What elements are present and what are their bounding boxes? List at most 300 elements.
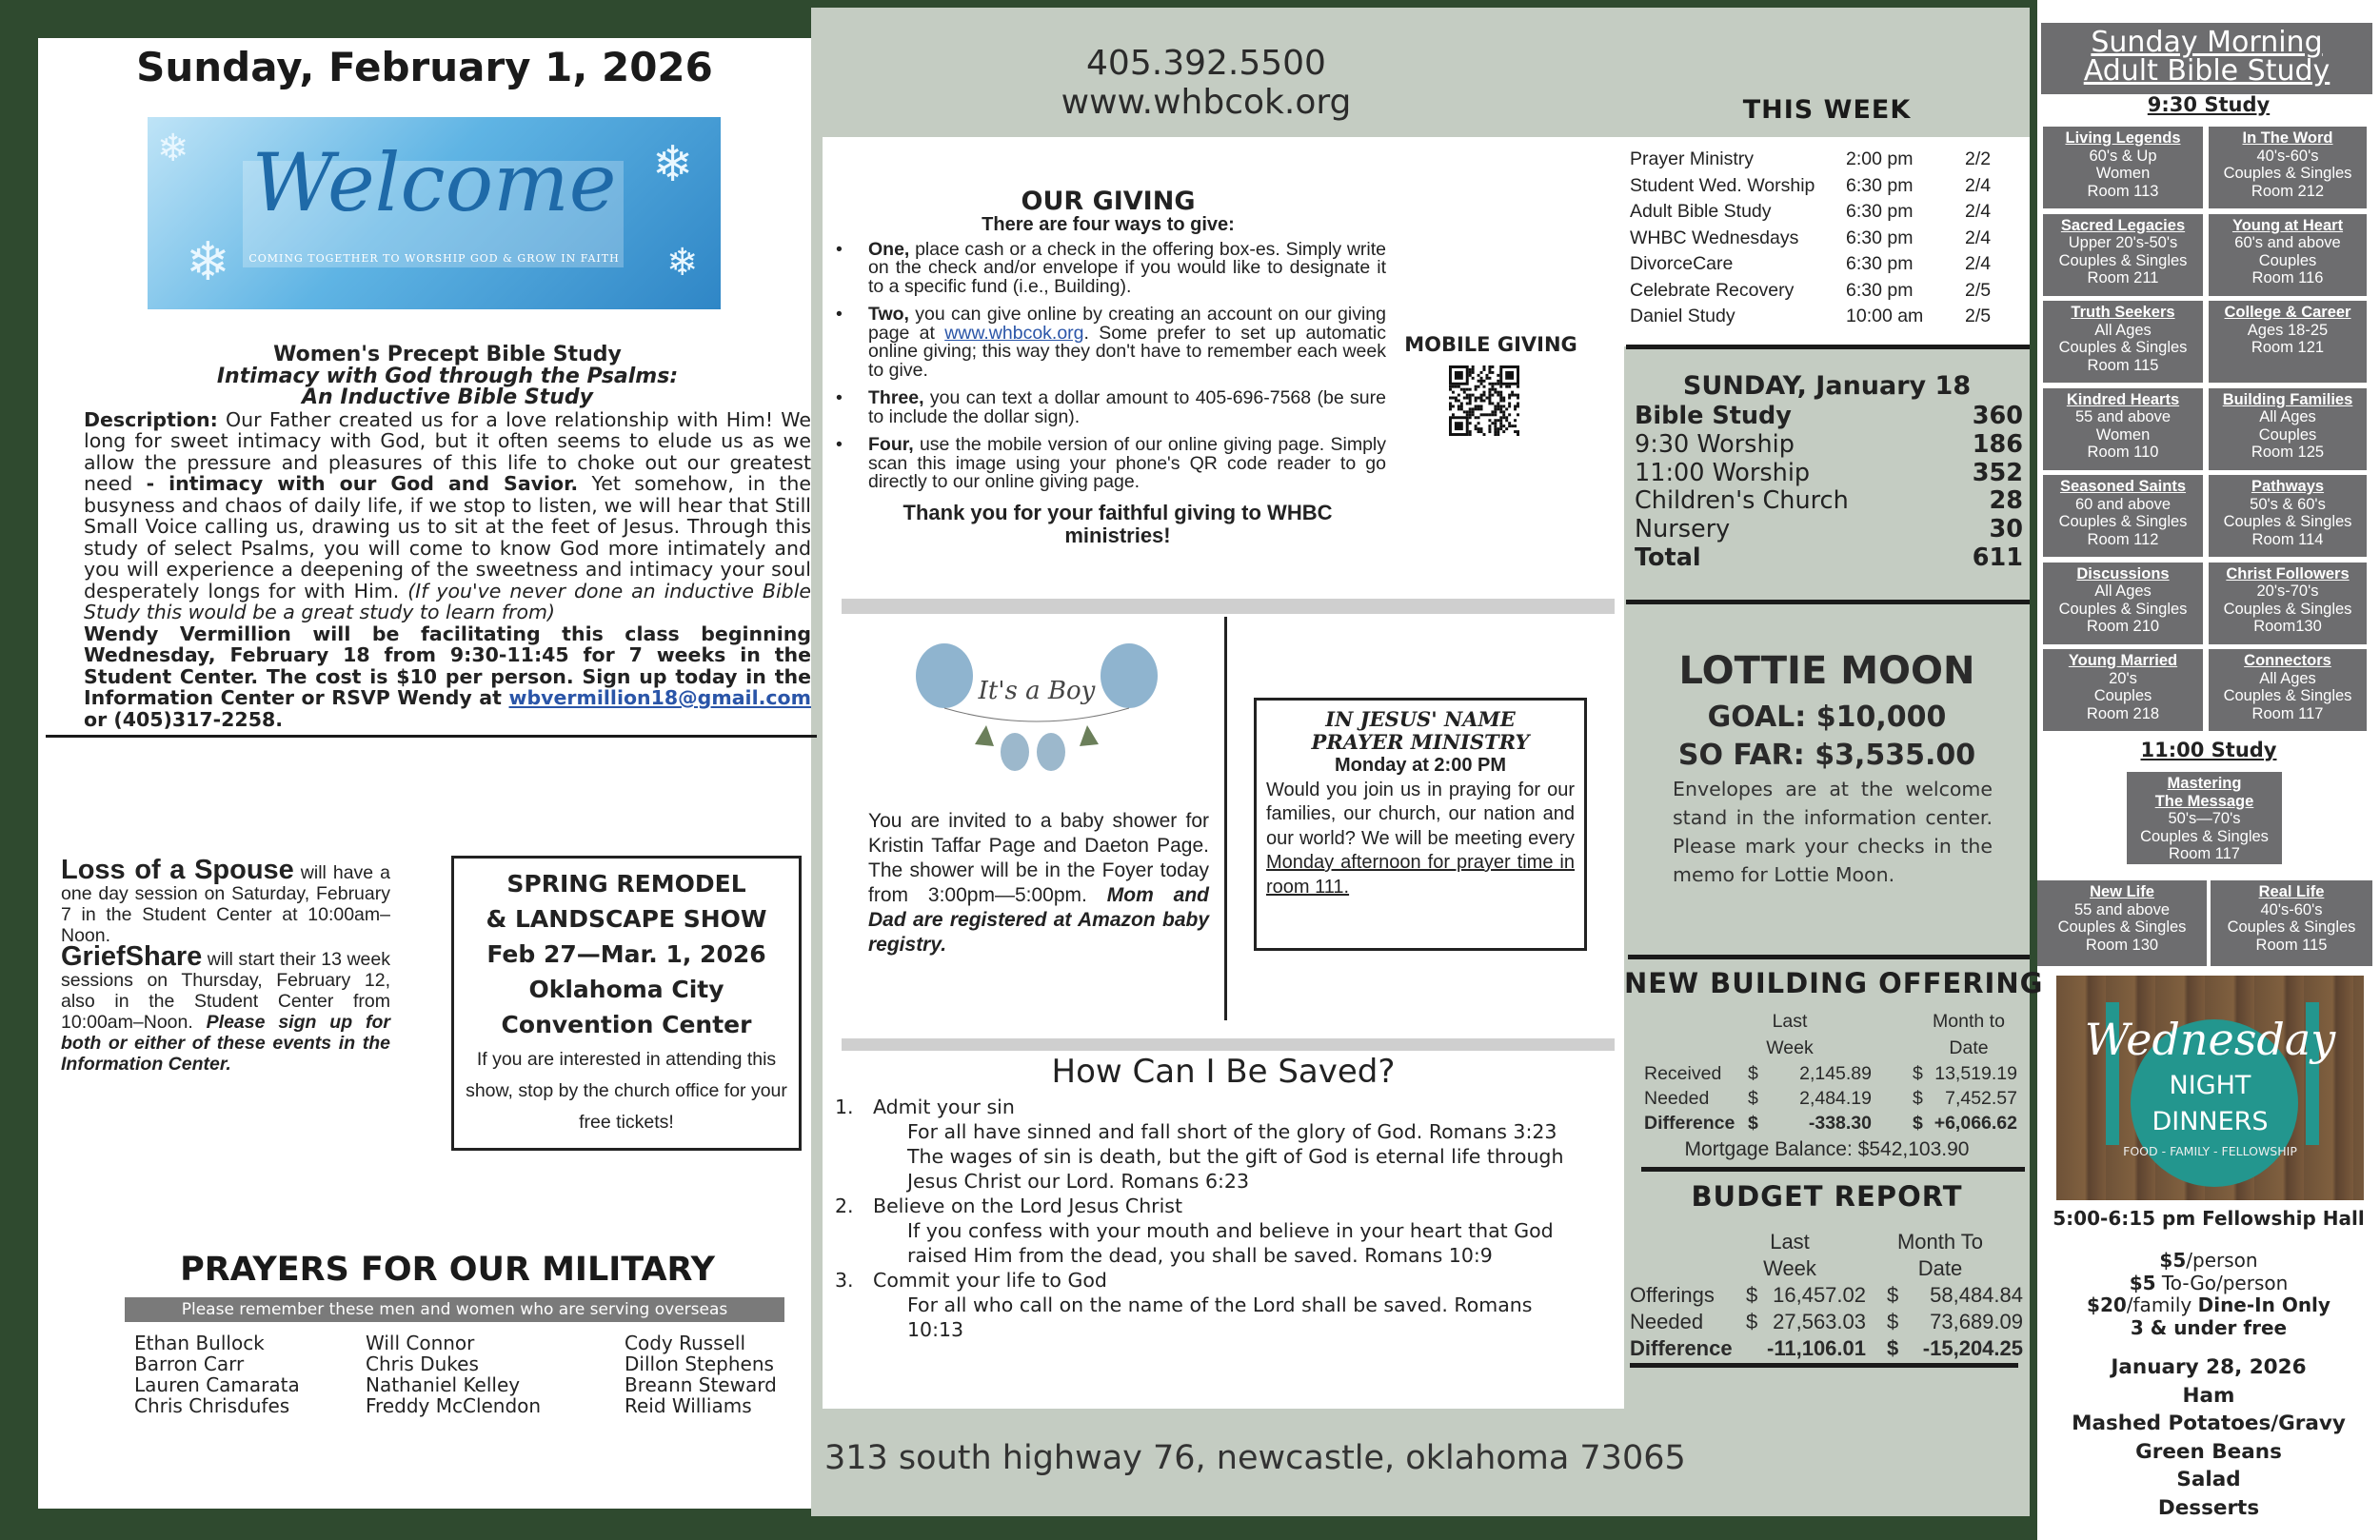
class-detail: Room 218: [2086, 704, 2160, 722]
class-name: Building Families: [2222, 390, 2353, 408]
event-date: 2/4: [1965, 227, 1992, 248]
class-detail: Couples & Singles: [2227, 918, 2356, 936]
currency-sign: $: [1887, 1336, 1899, 1360]
service-member-name: Chris Dukes: [366, 1352, 479, 1375]
salvation-step: [835, 1268, 1597, 1293]
month-to-date-value: 73,689.09: [1930, 1310, 2023, 1333]
snowflake-icon: ❄: [186, 231, 230, 293]
attendance-count: 186: [1972, 429, 2023, 459]
details-text: Wendy Vermillion will be facilitating this class beginning Wednesday, February 18 from 9:30-11:45 for 7 weeks in the Student Center. The cost is $10 per person. Sign up today in the Information Center or RSVP Wendy at: [84, 622, 811, 709]
class-name: Real Life: [2258, 883, 2325, 900]
class-detail: Room 112: [2087, 530, 2159, 548]
description-text: Yet somehow, in the busyness and chaos of daily life, if we stop to listen, we will hear that Still Small Voice calling us, drawing us to sit at the feet of Jesus. Through this study of select Psalms, you will come to know God more intimately and you will experience a deepening of the sweetness and intimacy your soul desperately longs for with Him.: [84, 472, 811, 602]
price-unit: To-Go/person: [2155, 1271, 2289, 1294]
divider: [46, 735, 817, 738]
last-week-value: 16,457.02: [1773, 1283, 1866, 1307]
menu-item: Salad: [2176, 1468, 2241, 1492]
class-detail: Upper 20's-50's: [2068, 234, 2178, 251]
class-detail: Ages 18-25: [2247, 321, 2329, 339]
wednesday-night-dinners-image: [2056, 976, 2364, 1200]
class-detail: 55 and above: [2073, 900, 2170, 918]
event-row: [1630, 227, 2020, 253]
giving-subheading: There are four ways to give:: [982, 214, 1235, 235]
prayer-title: IN JESUS' NAME: [1325, 707, 1516, 731]
currency-sign: $: [1887, 1283, 1899, 1307]
column-header: Date: [1949, 1037, 1989, 1058]
class-name: Mastering: [2167, 775, 2242, 792]
womens-study-description: [84, 409, 811, 623]
attendance-row: [1635, 402, 2023, 430]
price-line: [2037, 1293, 2380, 1316]
price-note: Dine-In Only: [2197, 1293, 2330, 1316]
class-detail: All Ages: [2259, 408, 2316, 425]
class-name: The Message: [2154, 792, 2254, 810]
attendance-count: 28: [1989, 486, 2023, 516]
attendance-heading: SUNDAY, January 18: [1682, 371, 1972, 401]
price-amount: $20: [2087, 1293, 2127, 1316]
remodel-title: SPRING REMODEL: [506, 870, 746, 898]
event-date: 2/2: [1965, 148, 1992, 169]
giving-item-lead: One,: [868, 238, 910, 260]
month-to-date-value: 13,519.19: [1934, 1063, 2017, 1084]
class-detail: Room 115: [2255, 936, 2328, 954]
class-detail: All Ages: [2094, 582, 2152, 600]
scripture-verse: For all have sinned and fall short of the glory of God. Romans 3:23: [907, 1120, 1557, 1143]
month-to-date-value: 58,484.84: [1930, 1283, 2023, 1307]
column-header: Last: [1770, 1230, 1810, 1254]
class-name: Kindred Hearts: [2066, 390, 2180, 408]
header-line: Sunday Morning: [2091, 26, 2323, 59]
header-line: Adult Bible Study: [2083, 54, 2330, 88]
event-date: 2/5: [1965, 279, 1992, 301]
event-name: Prayer Ministry: [1630, 148, 1755, 169]
womens-study-details: [84, 623, 811, 731]
class-name: Christ Followers: [2226, 564, 2350, 582]
class-detail: Room 130: [2085, 936, 2159, 954]
service-member-name: Lauren Camarata: [134, 1373, 300, 1396]
class-detail: Women: [2095, 425, 2151, 444]
dinner-title: Wednesday: [2084, 1014, 2336, 1065]
prayer-body: Would you join us in praying for our families, our church, our nation and our world? We will be meeting every: [1266, 779, 1575, 849]
giving-item-lead: Two,: [868, 304, 909, 325]
bible-class-card[interactable]: [2043, 563, 2203, 644]
price-line: [2037, 1272, 2380, 1294]
class-name: Young at Heart: [2231, 216, 2344, 234]
attendance-label: 9:30 Worship: [1635, 429, 1795, 459]
scripture-verse: The wages of sin is death, but the gift of God is eternal life through Jesus Christ our Lord. Romans 6:23: [907, 1145, 1564, 1193]
service-member-name: Nathaniel Kelley: [366, 1373, 521, 1396]
divider: [1224, 617, 1227, 1020]
class-detail: 60's & Up: [2089, 147, 2157, 165]
bible-class-card[interactable]: [2037, 880, 2207, 966]
last-week-value: -11,106.01: [1767, 1336, 1866, 1360]
bootie-icon: [1001, 733, 1029, 771]
divider: [1641, 1167, 2025, 1172]
bible-class-card[interactable]: [2209, 388, 2367, 470]
class-detail: Couples: [2258, 251, 2317, 269]
snowflake-icon: ❄: [157, 127, 189, 170]
giving-thanks: Thank you for your faithful giving to WHBC ministries!: [902, 500, 1333, 547]
giving-item-text: place cash or a check in the offering box-es. Simply write on the check and/or envelope if you would like to designate it to a specific fund (i.e., Building).: [868, 238, 1386, 297]
church-website[interactable]: www.whbcok.org: [1061, 83, 1352, 122]
attendance-count: 360: [1972, 402, 2023, 430]
remodel-dates: Feb 27—Mar. 1, 2026: [486, 940, 766, 968]
womens-bible-study: [84, 345, 811, 730]
event-time: 10:00 am: [1846, 306, 1924, 326]
welcome-banner-image: [148, 117, 721, 309]
class-detail: Room 114: [2251, 530, 2324, 548]
class-detail: Room 115: [2087, 356, 2159, 374]
class-name: New Life: [2090, 883, 2154, 900]
month-to-date-value: -15,204.25: [1922, 1336, 2023, 1360]
church-phone: 405.392.5500: [1086, 44, 1326, 83]
snowflake-icon: ❄: [666, 241, 699, 285]
attendance-label: Total: [1635, 543, 1701, 572]
giving-item-text: . Some prefer to set up automatic online giving; this way they don't have to remember each week to give.: [868, 322, 1386, 381]
step-number: 2.: [835, 1194, 854, 1217]
bible-class-card[interactable]: [2209, 563, 2367, 644]
step-title: Admit your sin: [873, 1096, 1015, 1118]
class-detail: 40's-60's: [2256, 147, 2319, 165]
class-name: In The Word: [2242, 129, 2333, 147]
service-member-name: Ethan Bullock: [134, 1332, 265, 1354]
bible-class-card[interactable]: [2127, 772, 2282, 864]
remodel-body: If you are interested in attending this show, stop by the church office for your free tickets!: [466, 1049, 787, 1133]
class-detail: Couples & Singles: [2058, 251, 2188, 269]
class-detail: Couples & Singles: [2223, 513, 2352, 530]
giving-item-text: you can text a dollar amount to 405-696-7568 (be sure to include the dollar sign).: [868, 387, 1386, 427]
event-date: 2/4: [1965, 253, 1992, 274]
divider: [1626, 600, 2030, 604]
event-time: 6:30 pm: [1846, 253, 1914, 274]
event-name: Student Wed. Worship: [1630, 174, 1815, 196]
salvation-step: [835, 1095, 1597, 1119]
currency-sign: $: [1913, 1113, 1923, 1134]
remodel-city: Oklahoma City: [528, 976, 724, 1003]
menu-item: Desserts: [2157, 1496, 2260, 1520]
row-label: Difference: [1644, 1113, 1735, 1134]
class-detail: 60 and above: [2074, 495, 2171, 513]
bible-class-card[interactable]: [2209, 475, 2367, 557]
column-header: Last: [1772, 1011, 1808, 1032]
remodel-title: & LANDSCAPE SHOW: [486, 905, 767, 933]
our-giving-section: [830, 188, 1386, 547]
price-amount: 3 & under free: [2130, 1315, 2288, 1339]
bootie-icon: [1037, 733, 1065, 771]
description-text: Our Father created us for a love relationship with Him! We long for sweet intimacy with God, but it often seems to elude us as we allow the pressure and pleasures of this life to choke out our greatest need: [84, 407, 811, 495]
griefshare-note: Please sign up for both or either of these events in the Information Center.: [61, 1012, 390, 1075]
class-detail: Couples & Singles: [2223, 687, 2352, 704]
class-detail: Room 211: [2087, 269, 2159, 286]
attendance-row: [1635, 459, 2023, 487]
event-row: [1630, 148, 2020, 174]
currency-sign: $: [1746, 1283, 1758, 1307]
currency-sign: $: [1746, 1310, 1758, 1333]
giving-item: [830, 436, 1386, 492]
attendance-label: 11:00 Worship: [1635, 458, 1811, 487]
giving-heading: OUR GIVING: [1021, 187, 1196, 216]
event-name: Adult Bible Study: [1630, 201, 1772, 222]
class-detail: Room 212: [2251, 182, 2325, 200]
giving-item-lead: Three,: [868, 387, 924, 408]
column-header: Week: [1766, 1037, 1814, 1058]
lottie-instructions: Envelopes are at the welcome stand in the information center. Please mark your checks in the memo for Lottie Moon.: [1673, 778, 1993, 886]
attendance-label: Children's Church: [1635, 486, 1849, 516]
currency-sign: $: [1748, 1088, 1758, 1109]
mobile-giving-heading: MOBILE GIVING: [1404, 333, 1577, 356]
attendance-count: 611: [1972, 543, 2023, 572]
attendance-count: 352: [1972, 458, 2023, 487]
giving-item: [830, 389, 1386, 426]
class-detail: Couples: [2258, 425, 2317, 444]
bible-class-card[interactable]: [2043, 127, 2203, 208]
study-930-heading: 9:30 Study: [2147, 93, 2271, 116]
its-a-boy-banner: It's a Boy: [978, 677, 1096, 705]
row-label: Received: [1644, 1063, 1722, 1084]
service-member-name: Cody Russell: [625, 1332, 746, 1354]
giving-item-text: you can give online by creating an account on our giving page at: [868, 304, 1386, 344]
class-name: Pathways: [2251, 478, 2325, 495]
bible-class-card[interactable]: [2209, 214, 2367, 296]
military-subheading: Please remember these men and women who are serving overseas: [125, 1297, 784, 1322]
price-unit: /family: [2126, 1293, 2198, 1316]
currency-sign: $: [1913, 1088, 1923, 1109]
divider-bar: [842, 1038, 1615, 1051]
event-date: 2/4: [1965, 201, 1992, 222]
baby-shower-registry: Mom and Dad are registered at Amazon baby registry.: [868, 884, 1209, 956]
column-header: Month To: [1896, 1230, 1984, 1254]
lottie-so-far: SO FAR: $3,535.00: [1677, 739, 1976, 772]
row-label: Offerings: [1630, 1283, 1715, 1307]
bible-class-card[interactable]: [2043, 649, 2203, 731]
giving-item: [830, 238, 1386, 297]
spring-remodel-box: [451, 856, 802, 1151]
class-name: Connectors: [2244, 652, 2331, 669]
event-name: WHBC Wednesdays: [1630, 227, 1799, 248]
this-week-heading: THIS WEEK: [1742, 95, 1912, 125]
month-to-date-value: +6,066.62: [1934, 1113, 2017, 1134]
name-column: [625, 1333, 777, 1416]
class-detail: Room 110: [2087, 444, 2159, 461]
loss-of-spouse-title: Loss of a Spouse: [61, 855, 294, 885]
event-row: [1630, 306, 2020, 331]
class-detail: Couples & Singles: [2057, 918, 2187, 936]
class-detail: 20's: [2109, 669, 2137, 687]
attendance-row: [1635, 486, 2023, 515]
menu-item: Ham: [2182, 1383, 2235, 1408]
bulletin-date-title: Sunday, February 1, 2026: [136, 44, 713, 90]
column-header: Week: [1763, 1256, 1816, 1280]
last-week-value: 2,145.89: [1799, 1063, 1872, 1084]
lottie-moon-heading: LOTTIE MOON: [1678, 649, 1975, 693]
step-number: 1.: [835, 1096, 854, 1118]
baby-shower-image: [899, 640, 1175, 782]
service-member-name: Breann Steward: [625, 1373, 777, 1396]
currency-sign: $: [1887, 1310, 1899, 1333]
event-row: [1630, 175, 2020, 201]
attendance-row: [1635, 543, 2023, 572]
currency-sign: $: [1913, 1063, 1923, 1084]
dinner-title: NIGHT: [2169, 1071, 2251, 1100]
class-detail: 50's & 60's: [2250, 495, 2326, 513]
class-detail: Room130: [2253, 618, 2322, 635]
contact-phone: or (405)317-2258.: [84, 707, 284, 731]
service-member-name: Dillon Stephens: [625, 1352, 774, 1375]
dinner-title: DINNERS: [2152, 1107, 2269, 1136]
event-name: DivorceCare: [1630, 253, 1734, 274]
bible-class-card[interactable]: [2043, 388, 2203, 470]
military-heading: PRAYERS FOR OUR MILITARY: [180, 1251, 715, 1289]
price-line: [2037, 1316, 2380, 1339]
church-address: 313 south highway 76, newcastle, oklahoma 73065: [824, 1439, 1686, 1477]
baby-shower-details: You are invited to a baby shower for Kristin Taffar Page and Daeton Page. The shower will be in the Foyer today from 3:00pm—5:00pm.: [868, 810, 1209, 906]
prayer-title: PRAYER MINISTRY: [1311, 730, 1530, 754]
remodel-venue: Convention Center: [501, 1011, 752, 1038]
bible-class-card[interactable]: [2209, 301, 2367, 383]
email-link[interactable]: wbvermillion18@gmail.com: [508, 686, 811, 709]
womens-study-heading: Women's Precept Bible Study: [273, 343, 622, 366]
price-unit: /person: [2186, 1249, 2258, 1272]
building-offering-heading: NEW BUILDING OFFERING: [1624, 967, 2044, 999]
adult-bible-study-header: [2041, 23, 2372, 94]
price-line: [2037, 1249, 2380, 1272]
attendance-count: 30: [1989, 515, 2023, 544]
service-member-name: Freddy McClendon: [366, 1394, 542, 1417]
event-time: 6:30 pm: [1846, 174, 1914, 196]
class-detail: All Ages: [2259, 669, 2316, 687]
balloon-icon: [1101, 643, 1158, 708]
event-row: [1630, 280, 2020, 306]
step-number: 3.: [835, 1269, 854, 1292]
class-detail: 60's and above: [2234, 234, 2341, 251]
name-column: [366, 1333, 541, 1416]
class-name: Truth Seekers: [2071, 304, 2175, 321]
dinner-tagline: FOOD - FAMILY - FELLOWSHIP: [2123, 1144, 2297, 1158]
dinner-time: 5:00-6:15 pm Fellowship Hall: [2053, 1207, 2365, 1230]
attendance-label: Nursery: [1635, 515, 1731, 544]
class-detail: Room 116: [2251, 269, 2324, 286]
womens-study-subtitle: Intimacy with God through the Psalms:: [216, 364, 679, 388]
class-detail: Room 121: [2251, 339, 2325, 356]
prayer-time: Monday at 2:00 PM: [1334, 755, 1507, 776]
row-label: Needed: [1644, 1088, 1710, 1109]
month-to-date-value: 7,452.57: [1945, 1088, 2017, 1109]
welcome-subtitle: COMING TOGETHER TO WORSHIP GOD & GROW IN FAITH: [248, 252, 620, 265]
womens-study-subtitle: An Inductive Bible Study: [302, 385, 593, 409]
salvation-steps: [835, 1095, 1597, 1342]
divider: [1626, 345, 2030, 349]
giving-item: [830, 306, 1386, 380]
class-detail: 40's-60's: [2260, 900, 2323, 918]
class-detail: Couples & Singles: [2058, 600, 2188, 618]
bible-class-card[interactable]: [2043, 301, 2203, 383]
bible-class-card[interactable]: [2209, 649, 2367, 731]
attendance-label: Bible Study: [1635, 402, 1792, 430]
class-detail: Couples & Singles: [2140, 827, 2269, 845]
event-time: 6:30 pm: [1846, 201, 1914, 222]
event-date: 2/4: [1965, 174, 1992, 196]
column-header: Month to: [1933, 1011, 2005, 1032]
event-name: Celebrate Recovery: [1630, 279, 1795, 301]
service-member-name: Barron Carr: [134, 1352, 245, 1375]
bible-class-card[interactable]: [2209, 127, 2367, 208]
event-time: 2:00 pm: [1846, 148, 1914, 169]
griefshare-title: GriefShare: [61, 941, 203, 972]
baby-shower-text: [868, 809, 1209, 958]
last-week-value: 2,484.19: [1799, 1088, 1872, 1109]
description-emphasis: - intimacy with our God and Savior.: [146, 472, 579, 495]
event-time: 6:30 pm: [1846, 279, 1914, 301]
step-title: Believe on the Lord Jesus Christ: [873, 1194, 1183, 1217]
currency-sign: $: [1748, 1113, 1758, 1134]
qr-code-icon[interactable]: [1449, 365, 1519, 436]
class-detail: Couples & Singles: [2058, 339, 2188, 356]
class-name: Sacred Legacies: [2060, 216, 2186, 234]
event-date: 2/5: [1965, 306, 1992, 326]
class-name: Seasoned Saints: [2059, 478, 2187, 495]
class-detail: 50's—70's: [2168, 810, 2241, 827]
divider: [1628, 955, 2030, 959]
event-row: [1630, 253, 2020, 279]
welcome-word: Welcome: [251, 136, 617, 229]
griefshare-text: will start their 13 week sessions on Thursday, February 12, also in the Student Center from 10:00am–Noon.: [61, 949, 390, 1033]
attendance-row: [1635, 430, 2023, 459]
budget-report-heading: BUDGET REPORT: [1691, 1180, 1963, 1213]
prayer-location: Monday afternoon for prayer time in room 111.: [1266, 852, 1575, 898]
class-name: Discussions: [2076, 564, 2170, 582]
salvation-step: [835, 1194, 1597, 1218]
menu-item: Green Beans: [2135, 1439, 2282, 1464]
scripture-verse: If you confess with your mouth and believe in your heart that God raised Him from the dead, you shall be saved. Romans 10:9: [907, 1219, 1554, 1267]
class-detail: Room 117: [2169, 845, 2240, 862]
service-member-name: Will Connor: [366, 1332, 475, 1354]
class-detail: Couples & Singles: [2223, 165, 2352, 182]
bible-class-card[interactable]: [2043, 475, 2203, 557]
description-note: (If you've never done an inductive Bible Study this would be a great study to learn from): [84, 579, 812, 623]
scripture-verse: For all who call on the name of the Lord shall be saved. Romans 10:13: [907, 1293, 1533, 1341]
giving-item-text: use the mobile version of our online giving page. Simply scan this image using your phone's QR code reader to go directly to our online giving page.: [868, 434, 1386, 492]
menu-item: Mashed Potatoes/Gravy: [2072, 1412, 2346, 1436]
column-header: Date: [1917, 1256, 1963, 1280]
last-week-value: 27,563.03: [1773, 1310, 1866, 1333]
name-column: [134, 1333, 300, 1416]
class-detail: Couples & Singles: [2223, 600, 2352, 618]
bible-class-card[interactable]: [2043, 214, 2203, 296]
balloon-icon: [916, 643, 973, 708]
class-detail: 20's-70's: [2256, 582, 2319, 600]
row-label: Needed: [1630, 1310, 1704, 1333]
study-1100-heading: 11:00 Study: [2140, 739, 2277, 761]
description-label: Description:: [84, 407, 218, 431]
price-amount: $5: [2159, 1249, 2187, 1272]
event-row: [1630, 201, 2020, 227]
class-detail: 55 and above: [2074, 408, 2171, 425]
loss-of-spouse-text: will have a one day session on Saturday, February 7 in the Student Center at 10:00am–Noon.: [61, 862, 390, 946]
prayer-ministry-box: [1254, 698, 1587, 951]
griefshare-announcement: [61, 855, 390, 1075]
service-member-name: Chris Chrisdufes: [134, 1394, 290, 1417]
currency-sign: $: [1748, 1063, 1758, 1084]
class-detail: Room 113: [2087, 182, 2159, 200]
class-detail: All Ages: [2094, 321, 2152, 339]
class-name: College & Career: [2224, 304, 2351, 321]
row-label: Difference: [1630, 1336, 1733, 1360]
bible-class-card[interactable]: [2211, 880, 2372, 966]
event-name: Daniel Study: [1630, 306, 1735, 326]
class-detail: Women: [2095, 165, 2151, 182]
attendance-row: [1635, 515, 2023, 543]
giving-link[interactable]: www.whbcok.org: [944, 322, 1084, 344]
